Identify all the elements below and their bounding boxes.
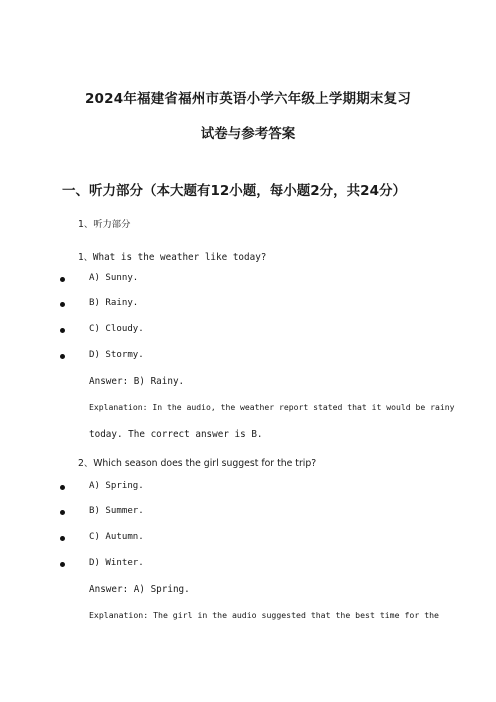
q1-explanation-line1: Explanation: In the audio, the weather report stated that it would be rainy [89,402,455,412]
question-2-text: 2、Which season does the girl suggest for the trip? [78,458,317,469]
q1-option-d: D) Stormy. [89,350,144,360]
bullet-icon [60,277,65,282]
bullet-icon [60,485,65,490]
q1-option-a: A) Sunny. [89,273,139,283]
document-title: 2024年福建省福州市英语小学六年级上学期期末复习 [84,91,412,107]
bullet-icon [60,562,65,567]
q2-option-a: A) Spring. [89,481,144,491]
document-subtitle: 试卷与参考答案 [200,126,296,142]
q1-option-c: C) Cloudy. [89,324,144,334]
question-1-text: 1、What is the weather like today? [78,252,267,263]
bullet-icon [60,354,65,359]
section-heading: 一、听力部分（本大题有12小题，每小题2分，共24分） [62,183,406,199]
q2-option-b: B) Summer. [89,506,144,516]
part-label: 1、听力部分 [78,219,131,230]
q2-explanation-line1: Explanation: The girl in the audio suggested that the best time for the [89,610,439,620]
bullet-icon [60,510,65,515]
bullet-icon [60,302,65,307]
q2-option-d: D) Winter. [89,558,144,568]
q2-option-c: C) Autumn. [89,532,144,542]
q1-answer: Answer: B) Rainy. [89,376,185,387]
q1-explanation-line2: today. The correct answer is B. [89,429,263,440]
bullet-icon [60,536,65,541]
q1-option-b: B) Rainy. [89,298,139,308]
q2-answer: Answer: A) Spring. [89,584,190,595]
bullet-icon [60,328,65,333]
